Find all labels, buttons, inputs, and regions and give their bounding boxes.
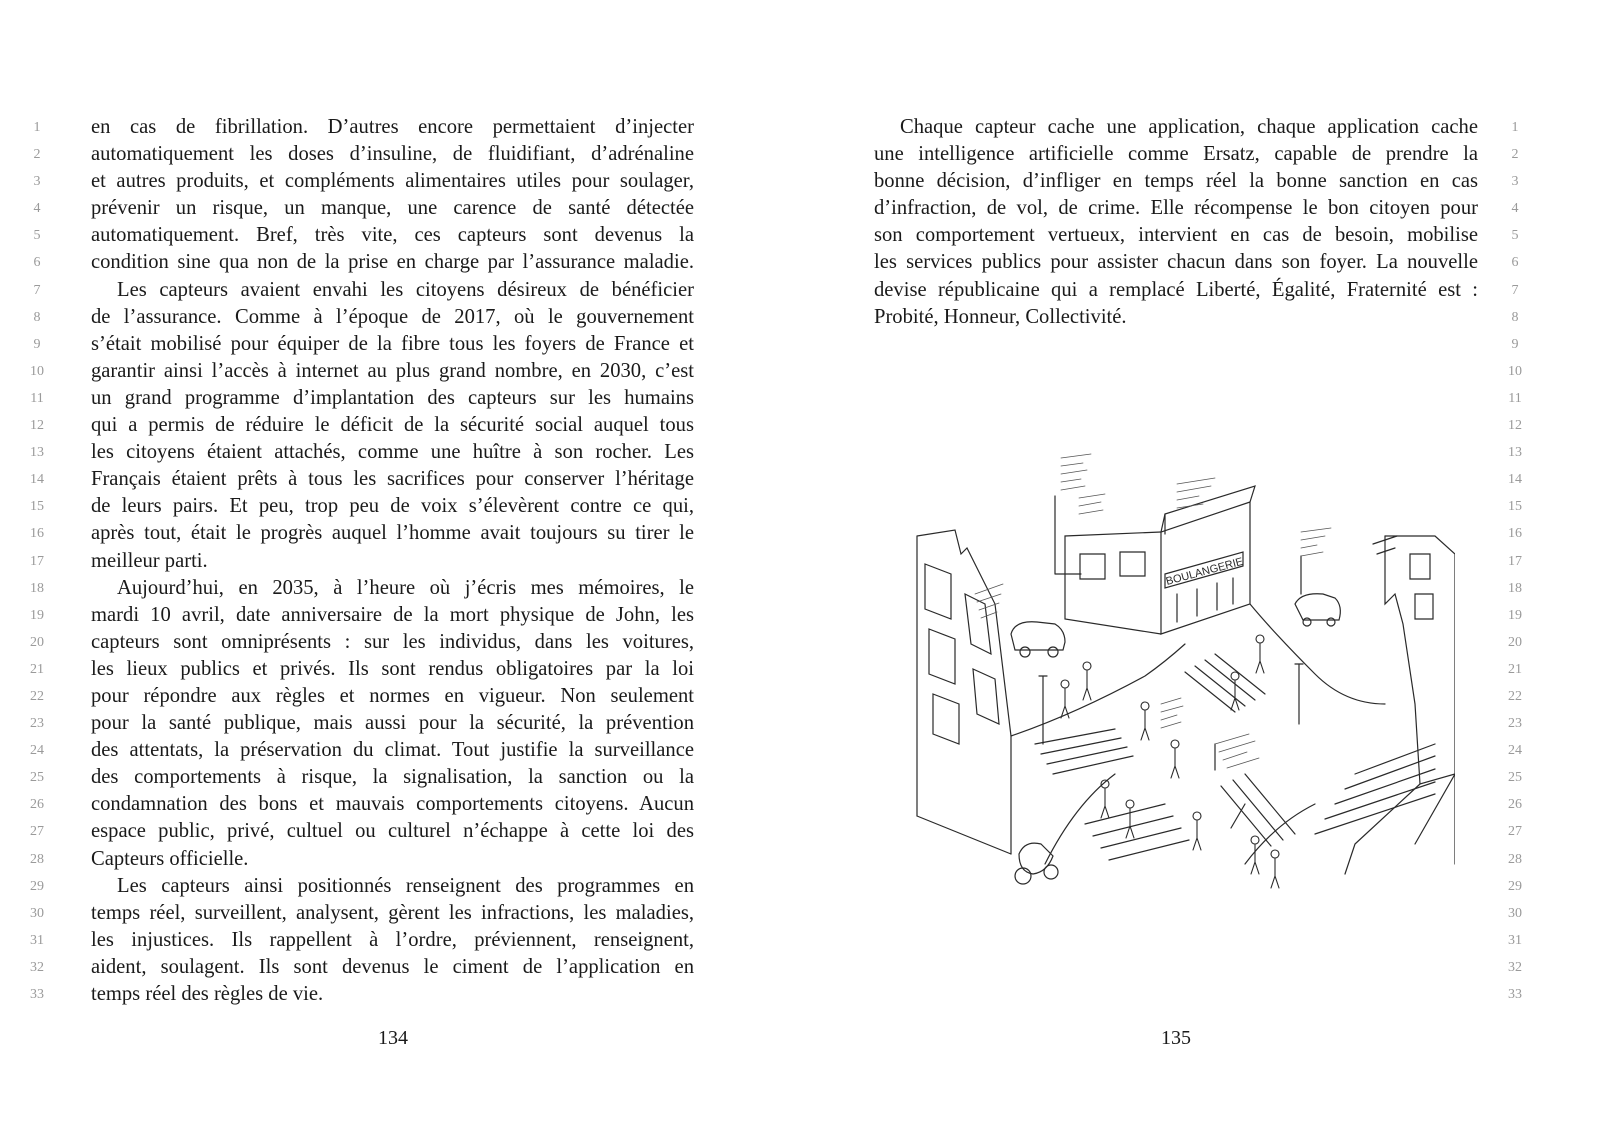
line-number: 5 bbox=[1511, 228, 1519, 244]
line-number: 16 bbox=[30, 526, 44, 542]
line-number: 18 bbox=[1508, 580, 1522, 596]
text-line: en cas de fibrillation. D’autres encore permettaient d’injecter bbox=[91, 116, 694, 138]
line-number: 16 bbox=[1508, 526, 1522, 542]
line-number: 11 bbox=[30, 390, 44, 406]
right-page bbox=[800, 0, 1600, 1135]
line-number: 25 bbox=[1508, 770, 1522, 786]
line-number: 2 bbox=[33, 147, 41, 163]
line-number: 14 bbox=[1508, 472, 1522, 488]
text-line: Français étaient prêts à tous les sacrifices pour conserver l’héritage bbox=[91, 468, 694, 491]
line-number: 33 bbox=[30, 987, 44, 1002]
line-number: 19 bbox=[1508, 607, 1522, 623]
line-number: 27 bbox=[30, 824, 44, 840]
text-line: condamnation des bons et mauvais comportements citoyens. Aucun bbox=[91, 793, 694, 816]
line-number: 3 bbox=[1511, 174, 1519, 190]
line-number: 32 bbox=[1508, 959, 1522, 975]
line-number: 17 bbox=[30, 553, 44, 569]
text-line: devise républicaine qui a remplacé Liberté, Égalité, Fraternité est : bbox=[874, 278, 1478, 301]
text-line: après tout, était le progrès auquel l’homme avait toujours su tirer le bbox=[91, 522, 694, 545]
text-line: aident, soulagent. Ils sont devenus le ciment de l’application en bbox=[91, 955, 694, 978]
text-line: pour répondre aux règles et normes en vigueur. Non seulement bbox=[91, 684, 694, 707]
line-number: 9 bbox=[1511, 336, 1519, 352]
text-line: pour la santé publique, mais aussi pour la sécurité, la prévention bbox=[91, 712, 694, 735]
text-line: de l’assurance. Comme à l’époque de 2017, où le gouvernement bbox=[91, 305, 694, 328]
line-number: 24 bbox=[30, 743, 44, 759]
line-number: 13 bbox=[30, 445, 44, 461]
line-number: 10 bbox=[1508, 363, 1522, 379]
line-number: 14 bbox=[30, 472, 44, 488]
line-number: 15 bbox=[30, 499, 44, 515]
line-number: 7 bbox=[1511, 282, 1519, 298]
left-line-numbers bbox=[22, 114, 52, 1008]
line-number: 12 bbox=[30, 418, 44, 434]
line-number: 33 bbox=[1508, 987, 1522, 1002]
line-number: 1 bbox=[1511, 120, 1519, 135]
line-number: 27 bbox=[1508, 824, 1522, 840]
line-number: 5 bbox=[33, 228, 41, 244]
text-line: les injustices. Ils rappellent à l’ordre, préviennent, renseignent, bbox=[91, 928, 694, 951]
text-line: un grand programme d’implantation des capteurs sur les humains bbox=[91, 386, 694, 409]
line-number: 8 bbox=[1511, 309, 1519, 325]
line-number: 24 bbox=[1508, 743, 1522, 759]
right-page-body bbox=[874, 114, 1478, 331]
text-line: les citoyens étaient attachés, comme une huître à son rocher. Les bbox=[91, 441, 694, 464]
text-line: Aujourd’hui, en 2035, à l’heure où j’écris mes mémoires, le bbox=[117, 576, 694, 599]
text-line: capteurs sont omniprésents : sur les individus, dans les voitures, bbox=[91, 630, 694, 653]
right-line-numbers bbox=[1500, 114, 1530, 1008]
text-line: espace public, privé, cultuel ou culturel n’échappe à cette loi des bbox=[91, 820, 694, 843]
text-line: des attentats, la préservation du climat. Tout justifie la surveillance bbox=[91, 739, 694, 762]
text-line: qui a permis de réduire le déficit de la sécurité social auquel tous bbox=[91, 414, 694, 437]
text-line: une intelligence artificielle comme Ersatz, capable de prendre la bbox=[874, 143, 1478, 166]
line-number: 6 bbox=[33, 255, 41, 271]
line-number: 26 bbox=[1508, 797, 1522, 813]
text-line: automatiquement. Bref, très vite, ces capteurs sont devenus la bbox=[91, 224, 694, 247]
line-number: 19 bbox=[30, 607, 44, 623]
text-line: et autres produits, et compléments alimentaires utiles pour soulager, bbox=[91, 170, 694, 193]
line-number: 12 bbox=[1508, 418, 1522, 434]
left-page-body bbox=[91, 114, 694, 1008]
line-number: 22 bbox=[1508, 688, 1522, 704]
line-number: 29 bbox=[30, 878, 44, 894]
text-line: automatiquement les doses d’insuline, de fluidifiant, d’adrénaline bbox=[91, 143, 694, 166]
text-line: temps réel des règles de vie. bbox=[91, 983, 324, 1005]
text-line: d’infraction, de vol, de crime. Elle récompense le bon citoyen pour bbox=[874, 197, 1478, 220]
line-number: 20 bbox=[1508, 634, 1522, 650]
text-line: Chaque capteur cache une application, chaque application cache bbox=[900, 116, 1478, 138]
text-line: prévenir un risque, un manque, une carence de santé détectée bbox=[91, 197, 694, 220]
text-line: temps réel, surveillent, analysent, gèrent les infractions, les maladies, bbox=[91, 901, 694, 924]
line-number: 13 bbox=[1508, 445, 1522, 461]
text-line: Les capteurs avaient envahi les citoyens désireux de bénéficier bbox=[117, 278, 694, 301]
text-line: Les capteurs ainsi positionnés renseignent des programmes en bbox=[117, 874, 694, 897]
line-number: 23 bbox=[30, 716, 44, 732]
text-line: condition sine qua non de la prise en charge par l’assurance maladie. bbox=[91, 251, 694, 274]
text-line: de leurs pairs. Et peu, trop peu de voix s’élevèrent contre ce qui, bbox=[91, 495, 694, 518]
page-number-right: 135 bbox=[1161, 1027, 1191, 1049]
line-number: 25 bbox=[30, 770, 44, 786]
text-line: son comportement vertueux, intervient en cas de besoin, mobilise bbox=[874, 224, 1478, 247]
line-number: 22 bbox=[30, 688, 44, 704]
line-number: 20 bbox=[30, 634, 44, 650]
line-number: 31 bbox=[30, 932, 44, 948]
line-number: 9 bbox=[33, 336, 41, 352]
line-number: 23 bbox=[1508, 716, 1522, 732]
line-number: 28 bbox=[30, 851, 44, 867]
text-line: les lieux publics et privés. Ils sont rendus obligatoires par la loi bbox=[91, 657, 694, 680]
text-line: les services publics pour assister chacun dans son foyer. La nouvelle bbox=[874, 251, 1478, 274]
line-number: 32 bbox=[30, 959, 44, 975]
line-number: 15 bbox=[1508, 499, 1522, 515]
line-number: 4 bbox=[1511, 201, 1519, 217]
text-line: Capteurs officielle. bbox=[91, 847, 249, 870]
line-number: 4 bbox=[33, 201, 41, 217]
text-line: Probité, Honneur, Collectivité. bbox=[874, 305, 1127, 328]
line-number: 21 bbox=[1508, 661, 1522, 677]
text-line: s’était mobilisé pour équiper de la fibre tous les foyers de France et bbox=[91, 332, 694, 355]
text-line: des comportements à risque, la signalisation, la sanction ou la bbox=[91, 766, 694, 789]
line-number: 10 bbox=[30, 363, 44, 379]
line-number: 26 bbox=[30, 797, 44, 813]
line-number: 6 bbox=[1511, 255, 1519, 271]
line-number: 17 bbox=[1508, 553, 1522, 569]
line-number: 18 bbox=[30, 580, 44, 596]
street-intersection-sketch-icon bbox=[915, 444, 1455, 904]
line-number: 21 bbox=[30, 661, 44, 677]
line-number: 3 bbox=[33, 174, 41, 190]
line-number: 31 bbox=[1508, 932, 1522, 948]
text-line: meilleur parti. bbox=[91, 549, 208, 572]
page-number-left: 134 bbox=[378, 1027, 408, 1049]
line-number: 30 bbox=[1508, 905, 1522, 921]
line-number: 7 bbox=[33, 282, 41, 298]
line-number: 11 bbox=[1508, 390, 1522, 406]
line-number: 29 bbox=[1508, 878, 1522, 894]
bakery-sign: BOULANGERIE bbox=[1164, 555, 1245, 588]
line-number: 30 bbox=[30, 905, 44, 921]
line-number: 28 bbox=[1508, 851, 1522, 867]
text-line: mardi 10 avril, date anniversaire de la mort physique de John, les bbox=[91, 603, 694, 626]
line-number: 8 bbox=[33, 309, 41, 325]
text-line: bonne décision, d’infliger en temps réel la bonne sanction en cas bbox=[874, 170, 1478, 193]
line-number: 2 bbox=[1511, 147, 1519, 163]
text-line: garantir ainsi l’accès à internet au plus grand nombre, en 2030, c’est bbox=[91, 359, 694, 382]
line-number: 1 bbox=[33, 120, 41, 135]
